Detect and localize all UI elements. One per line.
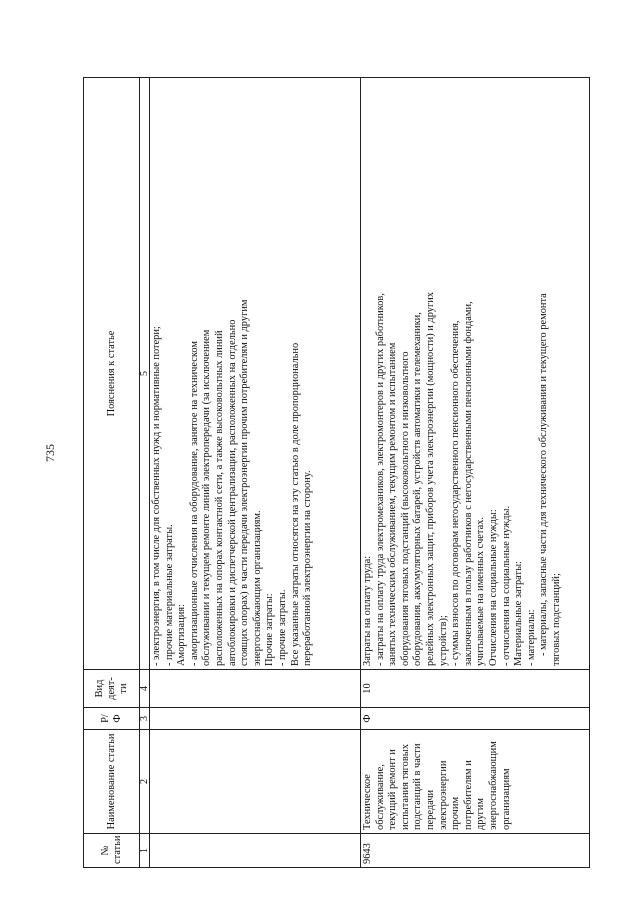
explanation-line: - суммы взносов по договорам негосударственного пенсионного обеспечения, <box>450 320 462 666</box>
column-number: 1 <box>140 834 150 868</box>
header-row <box>84 78 140 868</box>
explanation-line: - затраты на оплату труда электромехаников, электромонтеров и других работников, <box>374 293 386 666</box>
header-explanation: Пояснения к статье <box>84 78 140 670</box>
rf-cell <box>150 708 361 730</box>
item-name-cell <box>150 730 361 834</box>
column-number: 2 <box>140 730 150 834</box>
explanation-line: занятых техническим обслуживанием, текущим ремонтом и испытанием <box>387 342 399 666</box>
explanation-line: - отчисления на социальные нужды. <box>500 505 512 666</box>
explanation-line: - амортизационные отчисления на оборудование, занятое на техническом <box>188 341 200 666</box>
item-name-cell: Техническое обслуживание, текущий ремонт и испытания тяговых подстанций в части передачи электроэнергии прочим потребителям и другим энергоснабжающим организациям <box>361 730 590 834</box>
cost-items-table <box>83 77 590 868</box>
header-activity-type: Вид деят-ти <box>84 670 140 708</box>
rf-cell: Ф <box>361 708 590 730</box>
explanation-line: Материальные затраты: <box>513 561 525 666</box>
explanation-line: - материалы: <box>525 609 537 666</box>
explanation-line: - электроэнергия, в том числе для собственных нужд и нормативные потери; <box>151 326 162 666</box>
explanation-line: переработанной электроэнергии на сторону. <box>302 470 314 666</box>
explanation-line: учитываемые на именных счетах. <box>475 517 487 666</box>
activity-cell: 10 <box>361 670 590 708</box>
explanation-line: - прочие затраты. <box>276 589 288 666</box>
rotated-table-container <box>83 78 589 868</box>
header-item-name: Наименование статьи <box>84 730 140 834</box>
explanation-line: Отчисления на социальные нужды: <box>487 509 499 666</box>
explanation-line: Амортизация: <box>176 604 188 666</box>
column-number: 4 <box>140 670 150 708</box>
explanation-line: Прочие затраты: <box>264 593 276 666</box>
explanation-line: автоблокировки и диспетчерской централизации, расположенных на отдельно <box>226 319 238 666</box>
explanation-line: - материалы, запасные части для технического обслуживания и текущего ремонта <box>538 293 550 656</box>
activity-cell <box>150 670 361 708</box>
explanation-line: - прочие материальные затраты. <box>163 524 175 666</box>
explanation-line: заключенным в пользу работников с негосударственными пенсионными фондами, <box>462 301 474 666</box>
explanation-line: энергоснабжающим организациям. <box>251 510 263 666</box>
explanation-line: расположенных на опорах контактной сети, а также высоковольтных линий <box>213 330 225 666</box>
item-number-cell: 9643 <box>361 834 590 868</box>
header-rf: Р/Ф <box>84 708 140 730</box>
explanation-line: стоящих опорах) в части передачи электроэнергии прочим потребителям и другим <box>239 299 251 666</box>
explanation-line: Затраты на оплату труда: <box>362 555 373 666</box>
explanation-line: оборудования тяговых подстанций (высоковольтного и низковольтного <box>399 351 411 666</box>
explanation-line: оборудования, аккумуляторных батарей, устройств автоматики и телемеханики, <box>412 312 424 666</box>
table-row <box>361 78 590 868</box>
column-number: 5 <box>140 78 150 670</box>
header-item-number: № статьи <box>84 834 140 868</box>
explanation-line: устройств); <box>437 615 449 666</box>
explanation-line: тяговых подстанций; <box>550 573 562 666</box>
explanation-cell <box>150 78 361 670</box>
explanation-line: Все указанные затраты относятся на эту статью в доле пропорционально <box>289 342 301 666</box>
table-row <box>150 78 361 868</box>
explanation-line: релейных электронных защит, приборов учета электроэнергии (мощности) и других <box>424 292 436 666</box>
item-number-cell <box>150 834 361 868</box>
explanation-line: обслуживании и текущем ремонте линий электропередачи (за исключением <box>201 329 213 666</box>
page-number: 735 <box>43 444 57 462</box>
column-number: 3 <box>140 708 150 730</box>
column-numbers-row <box>140 78 150 868</box>
explanation-cell <box>361 78 590 670</box>
